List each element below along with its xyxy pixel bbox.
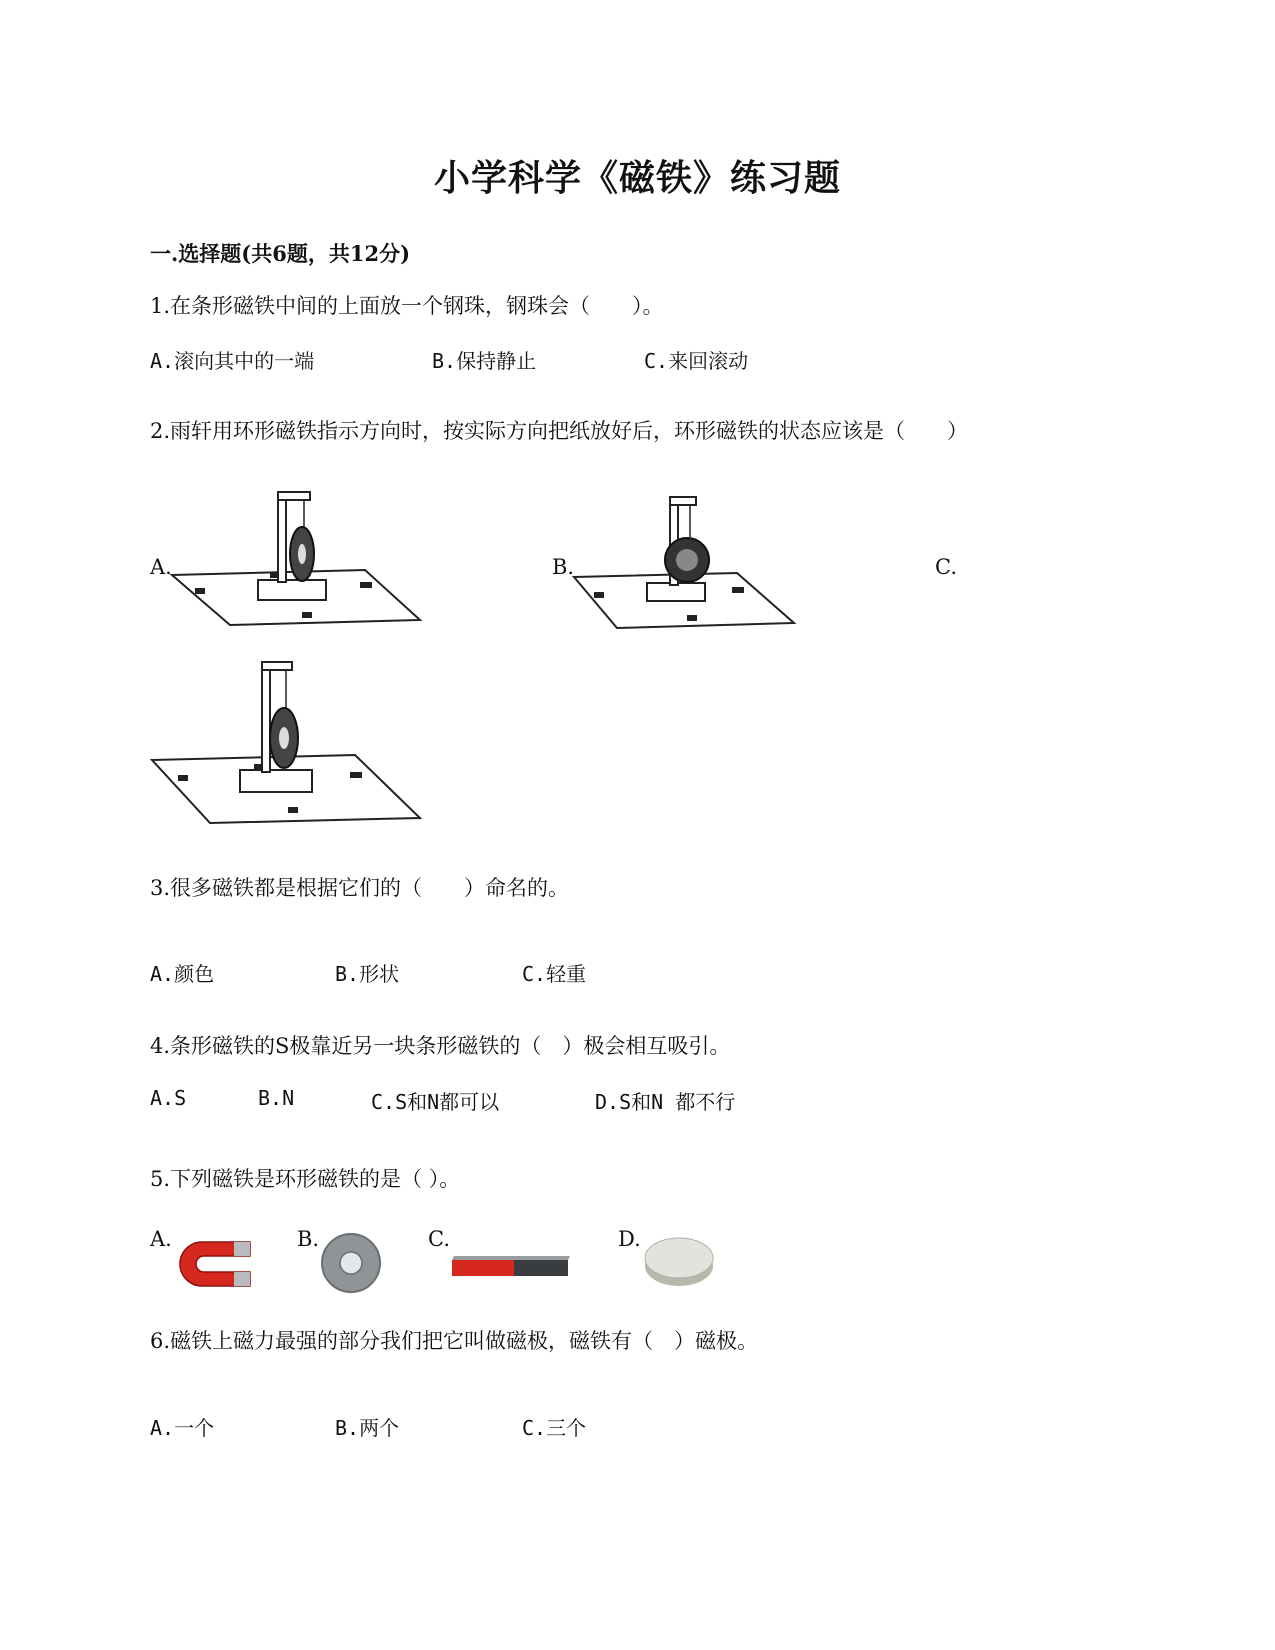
question-1-option-a[interactable]: A.滚向其中的一端: [150, 349, 315, 373]
question-6-stem: 6.磁铁上磁力最强的部分我们把它叫做磁极，磁铁有（ ）磁极。: [150, 1329, 759, 1353]
question-5-option-c[interactable]: C.: [428, 1227, 450, 1251]
question-3-option-c[interactable]: C.轻重: [522, 962, 587, 986]
question-5-option-a[interactable]: A.: [150, 1227, 172, 1251]
bar-magnet-icon: [452, 1256, 570, 1278]
question-3-option-b[interactable]: B.形状: [335, 962, 400, 986]
horseshoe-magnet-icon: [172, 1232, 254, 1292]
question-6-option-b[interactable]: B.两个: [335, 1416, 400, 1440]
section-heading: 一.选择题(共6题，共12分): [150, 241, 411, 266]
question-6-option-c[interactable]: C.三个: [522, 1416, 587, 1440]
page-title: 小学科学《磁铁》练习题: [433, 157, 841, 199]
question-5-option-d[interactable]: D.: [618, 1227, 641, 1251]
question-2-option-c[interactable]: C.: [935, 555, 957, 579]
question-3-option-a[interactable]: A.颜色: [150, 962, 215, 986]
question-4-option-a[interactable]: A.S: [150, 1086, 187, 1110]
ring-magnet-stand-figure-a: [170, 490, 425, 630]
question-1-stem: 1.在条形磁铁中间的上面放一个钢珠，钢珠会（ ）。: [150, 294, 664, 318]
question-4-option-c[interactable]: C.S和N都可以: [371, 1090, 500, 1114]
question-4-option-b[interactable]: B.N: [258, 1086, 295, 1110]
ring-magnet-icon: [320, 1232, 382, 1294]
ring-magnet-stand-figure-c: [150, 660, 425, 830]
question-6-option-a[interactable]: A.一个: [150, 1416, 215, 1440]
ring-magnet-stand-figure-b: [572, 495, 797, 635]
question-2-option-a[interactable]: A.: [150, 555, 172, 579]
question-1-option-b[interactable]: B.保持静止: [432, 349, 537, 373]
disc-magnet-icon: [644, 1236, 714, 1288]
question-3-stem: 3.很多磁铁都是根据它们的（ ）命名的。: [150, 876, 570, 900]
question-4-stem: 4.条形磁铁的S极靠近另一块条形磁铁的（ ）极会相互吸引。: [150, 1034, 731, 1058]
question-4-option-d[interactable]: D.S和N 都不行: [595, 1090, 736, 1114]
question-1-option-c[interactable]: C.来回滚动: [644, 349, 749, 373]
question-5-option-b[interactable]: B.: [297, 1227, 320, 1251]
question-5-stem: 5.下列磁铁是环形磁铁的是（ ）。: [150, 1167, 461, 1191]
question-2-stem: 2.雨轩用环形磁铁指示方向时，按实际方向把纸放好后，环形磁铁的状态应该是（ ）: [150, 419, 969, 443]
question-2-option-b[interactable]: B.: [552, 555, 575, 579]
